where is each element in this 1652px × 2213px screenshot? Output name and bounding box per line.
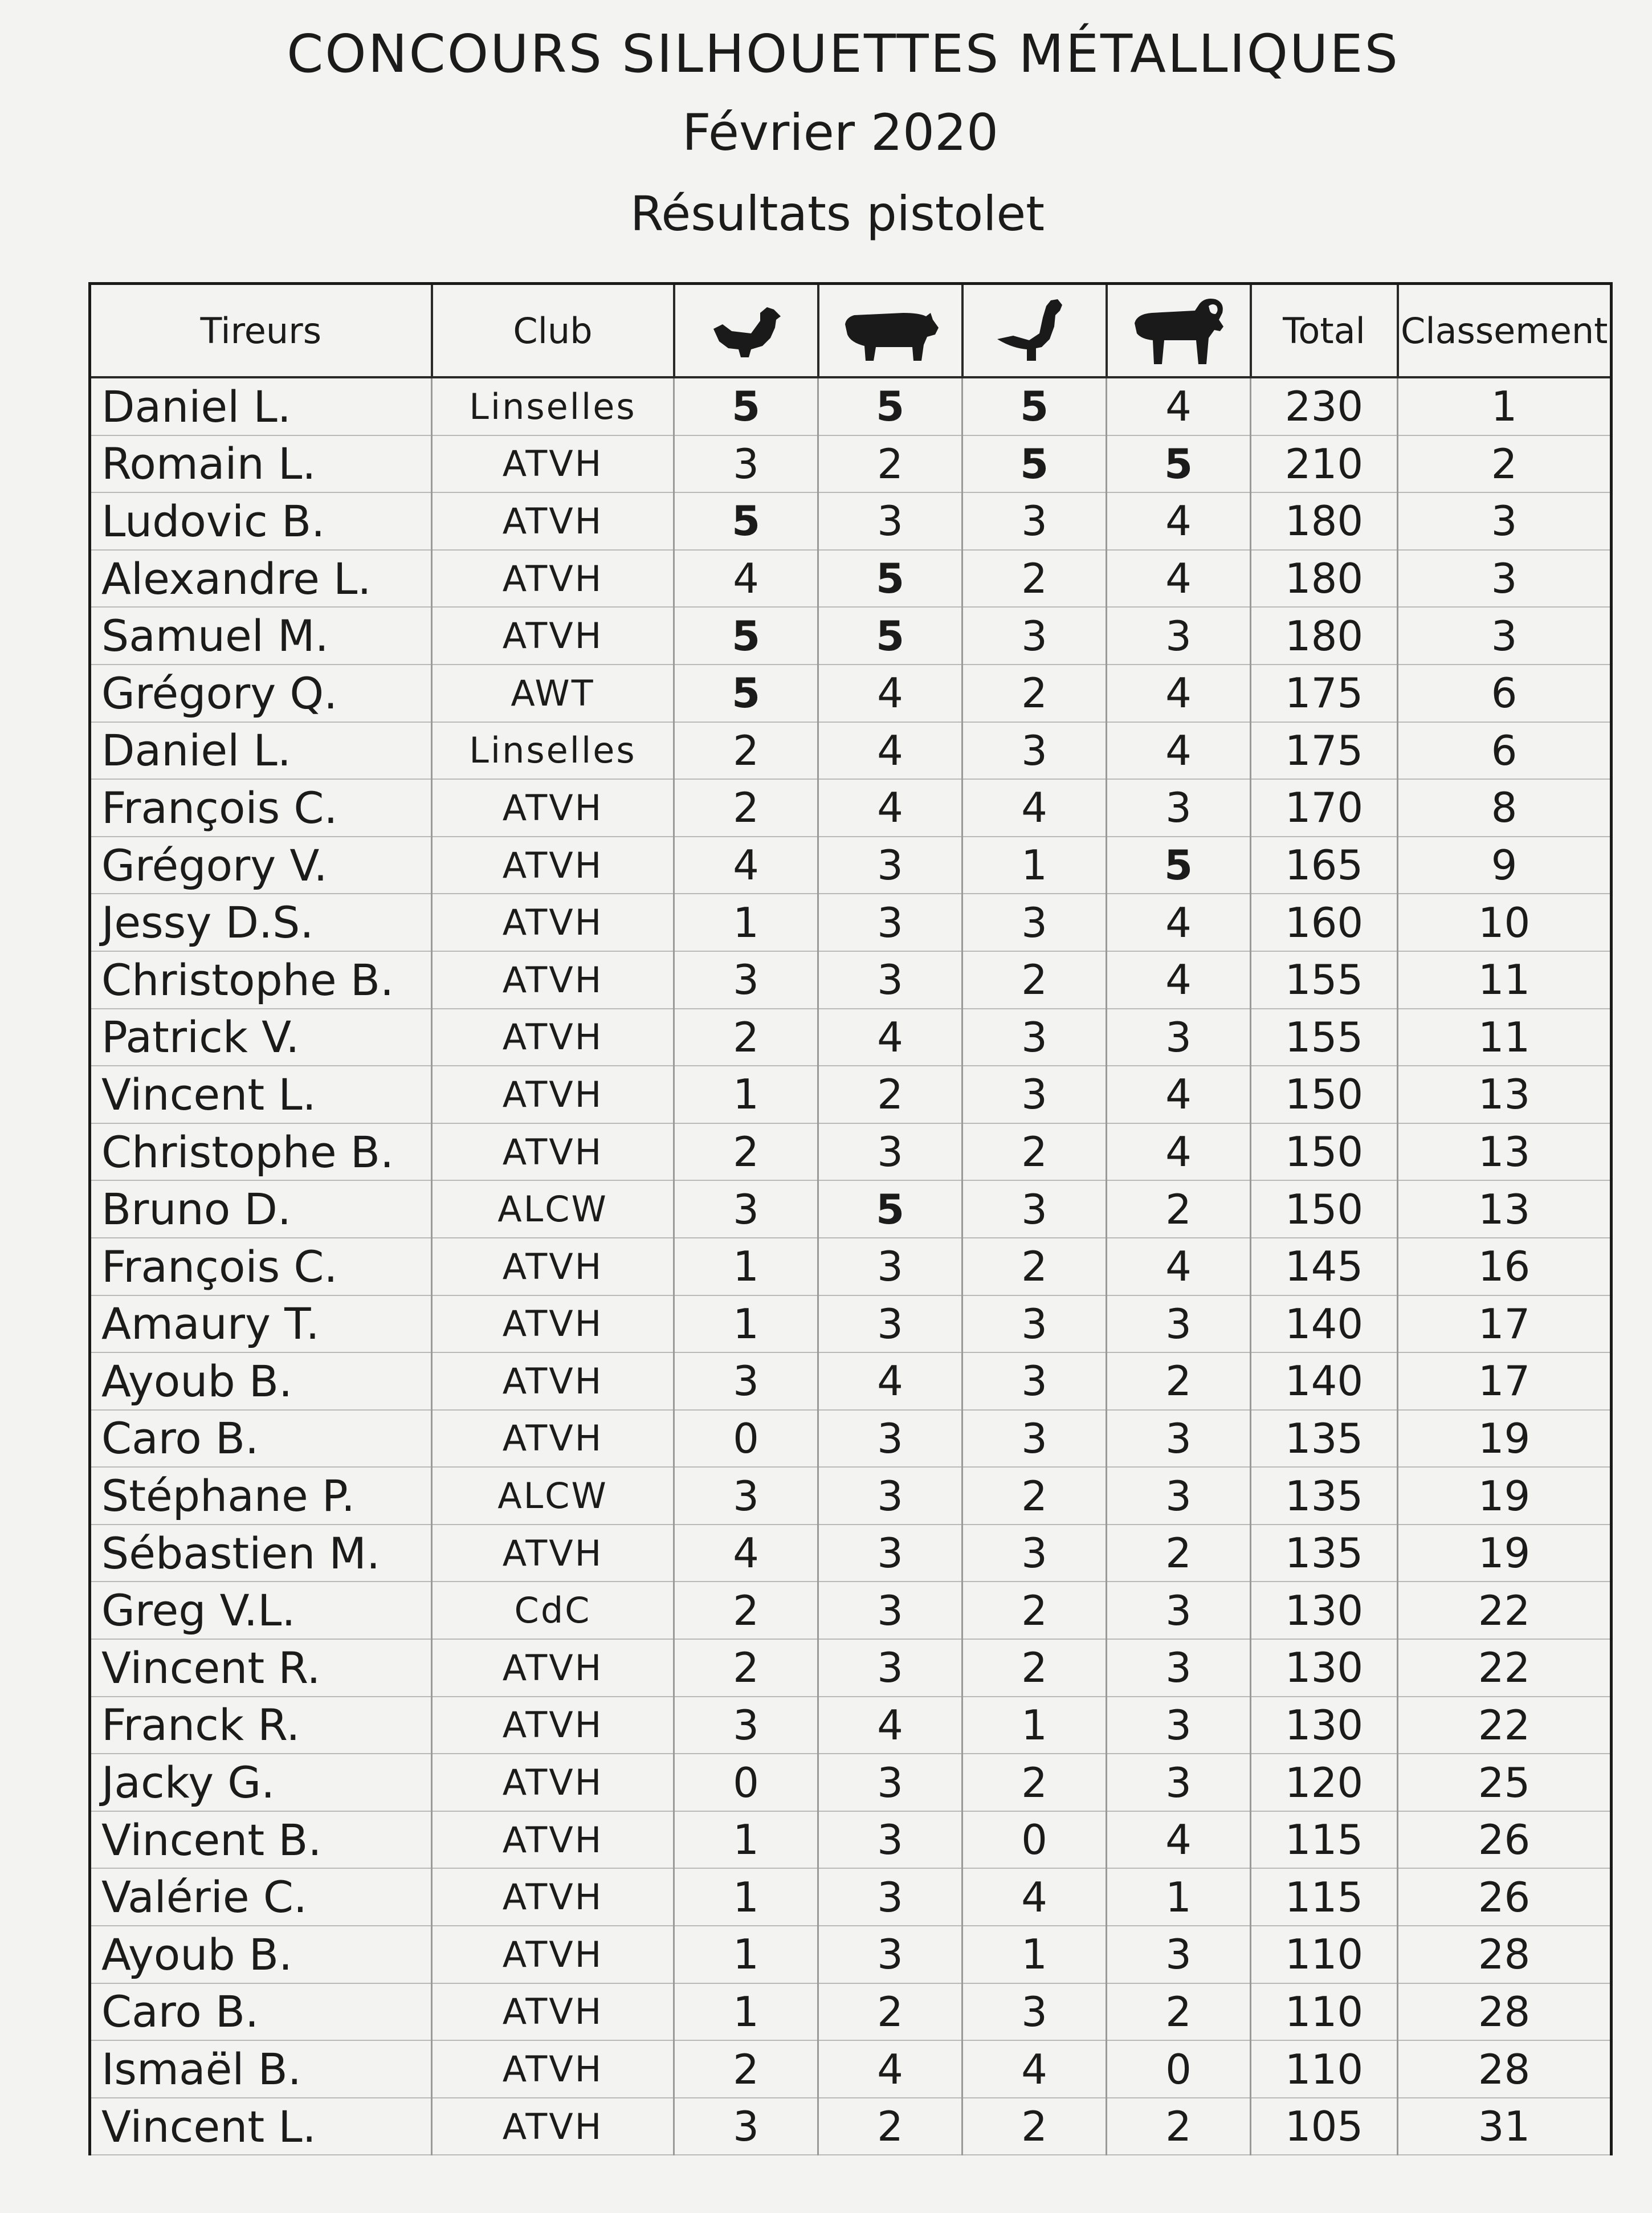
rank-cell: 13: [1398, 1180, 1612, 1238]
club-cell: ATVH: [432, 1639, 674, 1697]
chicken-score: 4: [674, 837, 818, 894]
total-cell: 115: [1251, 1868, 1398, 1926]
turkey-score: 0: [962, 1811, 1107, 1869]
ram-score: 2: [1107, 1180, 1251, 1238]
ram-score: 4: [1107, 665, 1251, 722]
ram-score: 4: [1107, 550, 1251, 608]
ram-score: 3: [1107, 1582, 1251, 1639]
pig-score: 3: [818, 1926, 962, 1983]
turkey-score: 4: [962, 1868, 1107, 1926]
table-row: [90, 1066, 1612, 1123]
chicken-score: 3: [674, 2098, 818, 2155]
pig-score: 4: [818, 2040, 962, 2098]
turkey-score: 3: [962, 1009, 1107, 1066]
pig-score: 2: [818, 435, 962, 493]
table-row: [90, 951, 1612, 1009]
column-header-ram: [1107, 284, 1251, 378]
club-cell: ALCW: [432, 1467, 674, 1525]
table-row: [90, 722, 1612, 780]
turkey-icon: [985, 294, 1084, 368]
total-cell: 155: [1251, 1009, 1398, 1066]
rank-cell: 19: [1398, 1467, 1612, 1525]
total-cell: 140: [1251, 1295, 1398, 1353]
shooter-name: Grégory Q.: [90, 665, 432, 722]
table-row: [90, 1983, 1612, 2041]
table-row: [90, 665, 1612, 722]
total-cell: 110: [1251, 1983, 1398, 2041]
ram-icon: [1129, 294, 1229, 368]
club-cell: ATVH: [432, 1123, 674, 1181]
table-row: [90, 1295, 1612, 1353]
turkey-score: 3: [962, 1066, 1107, 1123]
shooter-name: Daniel L.: [90, 377, 432, 435]
table-row: [90, 1525, 1612, 1582]
club-cell: ATVH: [432, 1009, 674, 1066]
chicken-score: 1: [674, 1926, 818, 1983]
column-header-chicken: [674, 284, 818, 378]
pig-score: 4: [818, 779, 962, 837]
rank-cell: 19: [1398, 1525, 1612, 1582]
shooter-name: Ismaël B.: [90, 2040, 432, 2098]
ram-score: 2: [1107, 1352, 1251, 1410]
rank-cell: 11: [1398, 1009, 1612, 1066]
total-cell: 135: [1251, 1410, 1398, 1468]
chicken-score: 5: [674, 492, 818, 550]
column-header-pig: [818, 284, 962, 378]
total-cell: 110: [1251, 1926, 1398, 1983]
total-cell: 170: [1251, 779, 1398, 837]
pig-score: 5: [818, 607, 962, 665]
pig-score: 2: [818, 1983, 962, 2041]
club-cell: ATVH: [432, 951, 674, 1009]
chicken-score: 1: [674, 1983, 818, 2041]
ram-score: 3: [1107, 1009, 1251, 1066]
table-row: [90, 1926, 1612, 1983]
club-cell: ATVH: [432, 1525, 674, 1582]
total-cell: 165: [1251, 837, 1398, 894]
chicken-score: 3: [674, 951, 818, 1009]
pig-score: 2: [818, 1066, 962, 1123]
pig-score: 3: [818, 1295, 962, 1353]
shooter-name: Jessy D.S.: [90, 894, 432, 951]
club-cell: ATVH: [432, 1754, 674, 1811]
shooter-name: François C.: [90, 1238, 432, 1295]
table-row: [90, 1009, 1612, 1066]
table-row: [90, 492, 1612, 550]
ram-score: 4: [1107, 1066, 1251, 1123]
table-row: [90, 2098, 1612, 2155]
shooter-name: Grégory V.: [90, 837, 432, 894]
ram-score: 0: [1107, 2040, 1251, 2098]
club-cell: ATVH: [432, 1926, 674, 1983]
pig-score: 3: [818, 1582, 962, 1639]
turkey-score: 1: [962, 837, 1107, 894]
total-cell: 145: [1251, 1238, 1398, 1295]
shooter-name: Franck R.: [90, 1697, 432, 1754]
shooter-name: Vincent L.: [90, 2098, 432, 2155]
turkey-score: 3: [962, 722, 1107, 780]
table-row: [90, 1123, 1612, 1181]
pig-score: 3: [818, 1868, 962, 1926]
turkey-score: 2: [962, 1754, 1107, 1811]
club-cell: ATVH: [432, 1066, 674, 1123]
shooter-name: Romain L.: [90, 435, 432, 493]
turkey-score: 3: [962, 1410, 1107, 1468]
total-cell: 150: [1251, 1123, 1398, 1181]
total-cell: 130: [1251, 1582, 1398, 1639]
ram-score: 3: [1107, 1467, 1251, 1525]
page-title: CONCOURS SILHOUETTES MÉTALLIQUES: [287, 23, 1400, 84]
chicken-score: 3: [674, 1697, 818, 1754]
pig-score: 4: [818, 1352, 962, 1410]
chicken-score: 2: [674, 1639, 818, 1697]
pig-score: 3: [818, 1525, 962, 1582]
pig-score: 3: [818, 1410, 962, 1468]
turkey-score: 2: [962, 1123, 1107, 1181]
turkey-score: 2: [962, 1467, 1107, 1525]
rank-cell: 3: [1398, 492, 1612, 550]
chicken-icon: [696, 294, 796, 368]
table-row: [90, 779, 1612, 837]
turkey-score: 3: [962, 607, 1107, 665]
rank-cell: 22: [1398, 1582, 1612, 1639]
shooter-name: Jacky G.: [90, 1754, 432, 1811]
total-cell: 105: [1251, 2098, 1398, 2155]
club-cell: CdC: [432, 1582, 674, 1639]
rank-cell: 28: [1398, 1926, 1612, 1983]
pig-score: 3: [818, 1754, 962, 1811]
page-subtitle: Février 2020: [682, 103, 998, 162]
chicken-score: 0: [674, 1754, 818, 1811]
club-cell: ATVH: [432, 2098, 674, 2155]
shooter-name: Ludovic B.: [90, 492, 432, 550]
total-cell: 175: [1251, 665, 1398, 722]
shooter-name: Vincent R.: [90, 1639, 432, 1697]
table-row: [90, 1180, 1612, 1238]
rank-cell: 8: [1398, 779, 1612, 837]
club-cell: ATVH: [432, 435, 674, 493]
chicken-score: 5: [674, 377, 818, 435]
turkey-score: 2: [962, 2098, 1107, 2155]
ram-score: 4: [1107, 894, 1251, 951]
club-cell: ATVH: [432, 1811, 674, 1869]
pig-score: 3: [818, 1123, 962, 1181]
club-cell: ATVH: [432, 550, 674, 608]
column-header-rank: Classement: [1398, 284, 1612, 378]
table-row: [90, 1697, 1612, 1754]
ram-score: 3: [1107, 1754, 1251, 1811]
column-header-turkey: [962, 284, 1107, 378]
rank-cell: 22: [1398, 1639, 1612, 1697]
rank-cell: 6: [1398, 722, 1612, 780]
shooter-name: Caro B.: [90, 1410, 432, 1468]
club-cell: ATVH: [432, 1295, 674, 1353]
pig-score: 3: [818, 837, 962, 894]
turkey-score: 4: [962, 779, 1107, 837]
pig-icon: [841, 294, 940, 368]
chicken-score: 1: [674, 894, 818, 951]
club-cell: ATVH: [432, 837, 674, 894]
total-cell: 230: [1251, 377, 1398, 435]
chicken-score: 2: [674, 1009, 818, 1066]
column-header-club: Club: [432, 284, 674, 378]
turkey-score: 1: [962, 1926, 1107, 1983]
ram-score: 5: [1107, 435, 1251, 493]
rank-cell: 11: [1398, 951, 1612, 1009]
ram-score: 4: [1107, 951, 1251, 1009]
chicken-score: 2: [674, 1123, 818, 1181]
table-row: [90, 1410, 1612, 1468]
turkey-score: 3: [962, 1295, 1107, 1353]
turkey-score: 2: [962, 1582, 1107, 1639]
turkey-score: 2: [962, 550, 1107, 608]
table-row: [90, 1639, 1612, 1697]
shooter-name: Alexandre L.: [90, 550, 432, 608]
chicken-score: 3: [674, 1180, 818, 1238]
chicken-score: 2: [674, 779, 818, 837]
club-cell: Linselles: [432, 722, 674, 780]
total-cell: 180: [1251, 550, 1398, 608]
pig-score: 3: [818, 894, 962, 951]
total-cell: 130: [1251, 1639, 1398, 1697]
table-row: [90, 1582, 1612, 1639]
total-cell: 110: [1251, 2040, 1398, 2098]
club-cell: ATVH: [432, 492, 674, 550]
turkey-score: 3: [962, 1983, 1107, 2041]
total-cell: 135: [1251, 1467, 1398, 1525]
table-row: [90, 607, 1612, 665]
club-cell: Linselles: [432, 377, 674, 435]
turkey-score: 5: [962, 435, 1107, 493]
pig-score: 2: [818, 2098, 962, 2155]
shooter-name: Caro B.: [90, 1983, 432, 2041]
shooter-name: Ayoub B.: [90, 1926, 432, 1983]
chicken-score: 5: [674, 607, 818, 665]
total-cell: 130: [1251, 1697, 1398, 1754]
ram-score: 3: [1107, 1697, 1251, 1754]
turkey-score: 3: [962, 1525, 1107, 1582]
turkey-score: 2: [962, 1238, 1107, 1295]
ram-score: 4: [1107, 377, 1251, 435]
chicken-score: 0: [674, 1410, 818, 1468]
results-table: [88, 282, 1613, 2155]
rank-cell: 13: [1398, 1066, 1612, 1123]
ram-score: 3: [1107, 779, 1251, 837]
ram-score: 3: [1107, 1639, 1251, 1697]
chicken-score: 1: [674, 1238, 818, 1295]
club-cell: ATVH: [432, 1983, 674, 2041]
rank-cell: 25: [1398, 1754, 1612, 1811]
table-row: [90, 1754, 1612, 1811]
column-header-total: Total: [1251, 284, 1398, 378]
page-header: [0, 17, 1652, 254]
turkey-score: 5: [962, 377, 1107, 435]
total-cell: 150: [1251, 1180, 1398, 1238]
chicken-score: 2: [674, 2040, 818, 2098]
chicken-score: 1: [674, 1868, 818, 1926]
chicken-score: 3: [674, 435, 818, 493]
ram-score: 4: [1107, 1811, 1251, 1869]
shooter-name: Christophe B.: [90, 1123, 432, 1181]
club-cell: ATVH: [432, 1238, 674, 1295]
turkey-score: 3: [962, 894, 1107, 951]
chicken-score: 2: [674, 1582, 818, 1639]
club-cell: AWT: [432, 665, 674, 722]
rank-cell: 2: [1398, 435, 1612, 493]
shooter-name: Greg V.L.: [90, 1582, 432, 1639]
total-cell: 135: [1251, 1525, 1398, 1582]
ram-score: 4: [1107, 722, 1251, 780]
rank-cell: 26: [1398, 1811, 1612, 1869]
table-row: [90, 2040, 1612, 2098]
chicken-score: 4: [674, 1525, 818, 1582]
rank-cell: 13: [1398, 1123, 1612, 1181]
pig-score: 3: [818, 1811, 962, 1869]
chicken-score: 1: [674, 1295, 818, 1353]
shooter-name: Ayoub B.: [90, 1352, 432, 1410]
turkey-score: 3: [962, 1180, 1107, 1238]
table-row: [90, 550, 1612, 608]
total-cell: 175: [1251, 722, 1398, 780]
pig-score: 5: [818, 1180, 962, 1238]
turkey-score: 4: [962, 2040, 1107, 2098]
pig-score: 4: [818, 665, 962, 722]
table-row: [90, 894, 1612, 951]
turkey-score: 1: [962, 1697, 1107, 1754]
chicken-score: 1: [674, 1066, 818, 1123]
club-cell: ATVH: [432, 607, 674, 665]
ram-score: 3: [1107, 607, 1251, 665]
total-cell: 180: [1251, 492, 1398, 550]
column-header-shooters: Tireurs: [90, 284, 432, 378]
rank-cell: 17: [1398, 1352, 1612, 1410]
table-header-row: [90, 284, 1612, 378]
rank-cell: 6: [1398, 665, 1612, 722]
rank-cell: 16: [1398, 1238, 1612, 1295]
chicken-score: 3: [674, 1352, 818, 1410]
total-cell: 155: [1251, 951, 1398, 1009]
ram-score: 2: [1107, 2098, 1251, 2155]
chicken-score: 4: [674, 550, 818, 608]
club-cell: ATVH: [432, 1352, 674, 1410]
total-cell: 180: [1251, 607, 1398, 665]
ram-score: 4: [1107, 1238, 1251, 1295]
table-row: [90, 1238, 1612, 1295]
rank-cell: 28: [1398, 2040, 1612, 2098]
club-cell: ATVH: [432, 1410, 674, 1468]
ram-score: 3: [1107, 1926, 1251, 1983]
rank-cell: 1: [1398, 377, 1612, 435]
shooter-name: Amaury T.: [90, 1295, 432, 1353]
shooter-name: François C.: [90, 779, 432, 837]
chicken-score: 5: [674, 665, 818, 722]
rank-cell: 3: [1398, 607, 1612, 665]
total-cell: 115: [1251, 1811, 1398, 1869]
total-cell: 160: [1251, 894, 1398, 951]
chicken-score: 2: [674, 722, 818, 780]
ram-score: 5: [1107, 837, 1251, 894]
pig-score: 3: [818, 1238, 962, 1295]
table-row: [90, 435, 1612, 493]
turkey-score: 2: [962, 1639, 1107, 1697]
club-cell: ATVH: [432, 779, 674, 837]
shooter-name: Vincent B.: [90, 1811, 432, 1869]
rank-cell: 22: [1398, 1697, 1612, 1754]
total-cell: 150: [1251, 1066, 1398, 1123]
ram-score: 3: [1107, 1410, 1251, 1468]
total-cell: 210: [1251, 435, 1398, 493]
table-row: [90, 1352, 1612, 1410]
shooter-name: Patrick V.: [90, 1009, 432, 1066]
pig-score: 5: [818, 377, 962, 435]
table-row: [90, 1467, 1612, 1525]
club-cell: ALCW: [432, 1180, 674, 1238]
turkey-score: 3: [962, 1352, 1107, 1410]
shooter-name: Daniel L.: [90, 722, 432, 780]
pig-score: 4: [818, 1009, 962, 1066]
pig-score: 3: [818, 1639, 962, 1697]
rank-cell: 3: [1398, 550, 1612, 608]
rank-cell: 31: [1398, 2098, 1612, 2155]
shooter-name: Valérie C.: [90, 1868, 432, 1926]
table-row: [90, 377, 1612, 435]
ram-score: 4: [1107, 492, 1251, 550]
pig-score: 3: [818, 951, 962, 1009]
ram-score: 2: [1107, 1525, 1251, 1582]
shooter-name: Vincent L.: [90, 1066, 432, 1123]
club-cell: ATVH: [432, 894, 674, 951]
pig-score: 4: [818, 1697, 962, 1754]
total-cell: 120: [1251, 1754, 1398, 1811]
pig-score: 3: [818, 492, 962, 550]
shooter-name: Christophe B.: [90, 951, 432, 1009]
club-cell: ATVH: [432, 2040, 674, 2098]
shooter-name: Bruno D.: [90, 1180, 432, 1238]
rank-cell: 26: [1398, 1868, 1612, 1926]
ram-score: 3: [1107, 1295, 1251, 1353]
table-row: [90, 1811, 1612, 1869]
ram-score: 2: [1107, 1983, 1251, 2041]
chicken-score: 3: [674, 1467, 818, 1525]
rank-cell: 9: [1398, 837, 1612, 894]
rank-cell: 19: [1398, 1410, 1612, 1468]
pig-score: 5: [818, 550, 962, 608]
turkey-score: 3: [962, 492, 1107, 550]
shooter-name: Samuel M.: [90, 607, 432, 665]
club-cell: ATVH: [432, 1868, 674, 1926]
rank-cell: 10: [1398, 894, 1612, 951]
table-row: [90, 1868, 1612, 1926]
ram-score: 1: [1107, 1868, 1251, 1926]
turkey-score: 2: [962, 665, 1107, 722]
rank-cell: 17: [1398, 1295, 1612, 1353]
turkey-score: 2: [962, 951, 1107, 1009]
shooter-name: Sébastien M.: [90, 1525, 432, 1582]
chicken-score: 1: [674, 1811, 818, 1869]
rank-cell: 28: [1398, 1983, 1612, 2041]
table-body: [90, 377, 1612, 2155]
section-title: Résultats pistolet: [630, 186, 1045, 242]
pig-score: 4: [818, 722, 962, 780]
total-cell: 140: [1251, 1352, 1398, 1410]
shooter-name: Stéphane P.: [90, 1467, 432, 1525]
ram-score: 4: [1107, 1123, 1251, 1181]
pig-score: 3: [818, 1467, 962, 1525]
club-cell: ATVH: [432, 1697, 674, 1754]
table-row: [90, 837, 1612, 894]
